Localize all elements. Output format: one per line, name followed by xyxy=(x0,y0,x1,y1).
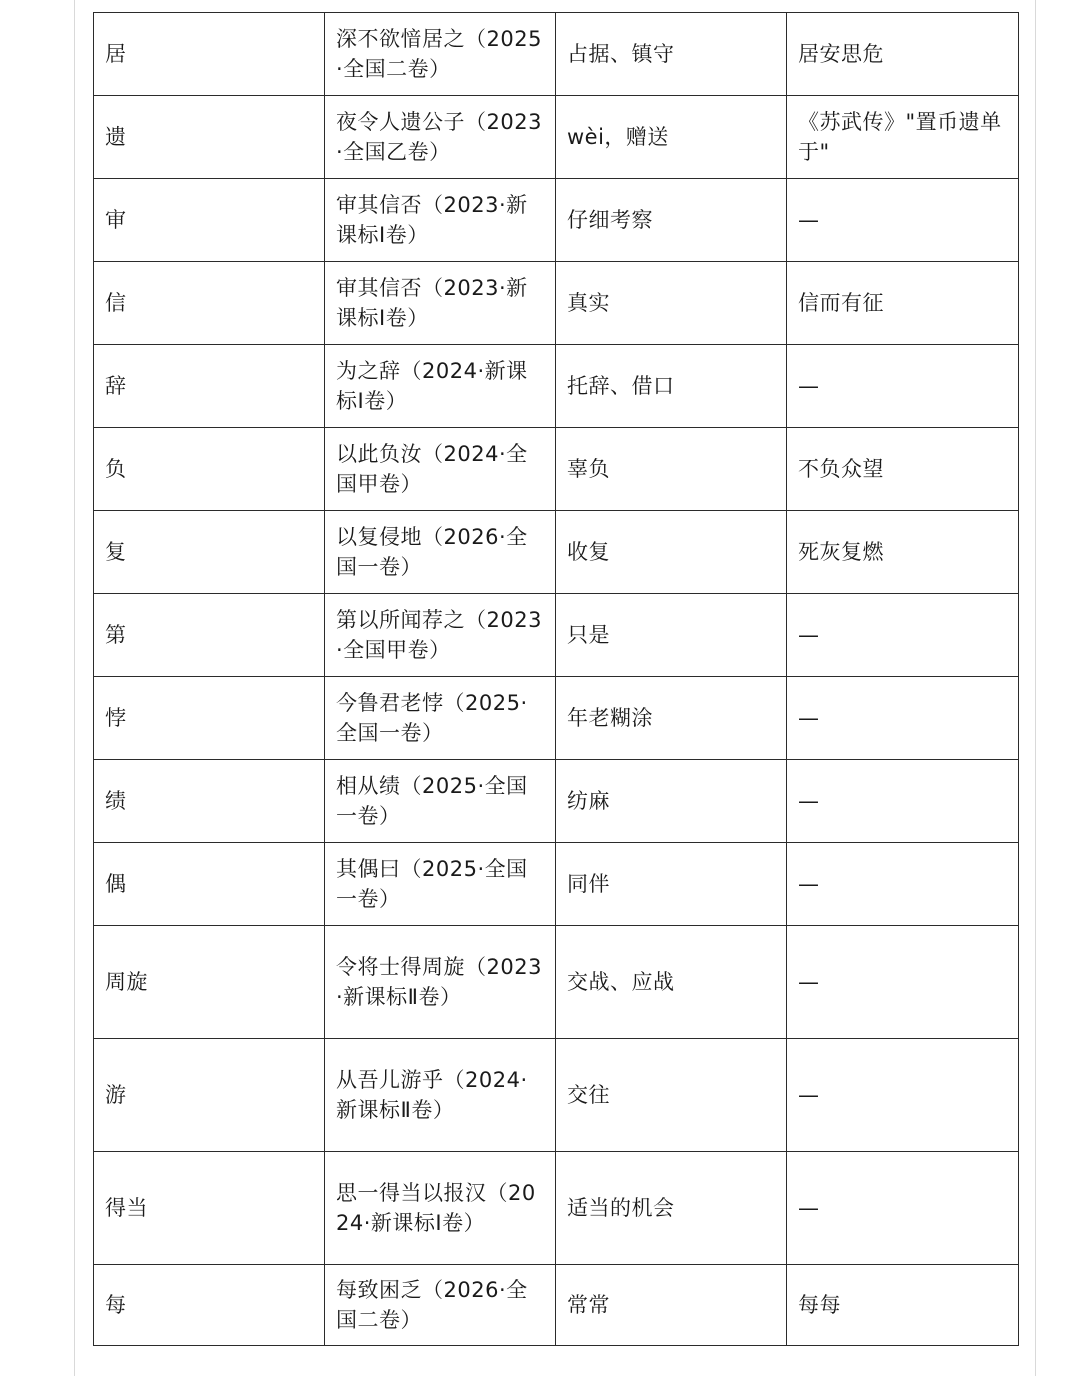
word-cell: 悖 xyxy=(94,677,325,760)
idiom-cell: — xyxy=(787,1152,1019,1265)
word-cell: 第 xyxy=(94,594,325,677)
table-row xyxy=(94,179,1019,262)
idiom-cell: 信而有征 xyxy=(787,262,1019,345)
meaning-cell: wèi，赠送 xyxy=(556,96,787,179)
source-cell: 审其信否（2023·新课标Ⅰ卷） xyxy=(325,262,556,345)
idiom-cell: — xyxy=(787,594,1019,677)
word-cell: 绩 xyxy=(94,760,325,843)
word-cell: 每 xyxy=(94,1265,325,1346)
source-cell: 为之辞（2024·新课标Ⅰ卷） xyxy=(325,345,556,428)
source-cell: 夜令人遗公子（2023·全国乙卷） xyxy=(325,96,556,179)
source-cell: 思一得当以报汉（2024·新课标Ⅰ卷） xyxy=(325,1152,556,1265)
word-cell: 周旋 xyxy=(94,926,325,1039)
meaning-cell: 同伴 xyxy=(556,843,787,926)
table-row xyxy=(94,13,1019,96)
page-edge-left xyxy=(74,0,75,1376)
idiom-cell: — xyxy=(787,345,1019,428)
source-cell: 审其信否（2023·新课标Ⅰ卷） xyxy=(325,179,556,262)
table-row xyxy=(94,594,1019,677)
meaning-cell: 纺麻 xyxy=(556,760,787,843)
table-row xyxy=(94,345,1019,428)
table-row xyxy=(94,1039,1019,1152)
table-row xyxy=(94,843,1019,926)
idiom-cell: 不负众望 xyxy=(787,428,1019,511)
source-cell: 其偶曰（2025·全国一卷） xyxy=(325,843,556,926)
idiom-cell: 死灰复燃 xyxy=(787,511,1019,594)
word-cell: 信 xyxy=(94,262,325,345)
table-row xyxy=(94,677,1019,760)
meaning-cell: 只是 xyxy=(556,594,787,677)
table-row xyxy=(94,1265,1019,1346)
idiom-cell: 《苏武传》"置币遗单于" xyxy=(787,96,1019,179)
meaning-cell: 交战、应战 xyxy=(556,926,787,1039)
source-cell: 以复侵地（2026·全国一卷） xyxy=(325,511,556,594)
source-cell: 令将士得周旋（2023·新课标Ⅱ卷） xyxy=(325,926,556,1039)
meaning-cell: 托辞、借口 xyxy=(556,345,787,428)
word-cell: 居 xyxy=(94,13,325,96)
word-cell: 游 xyxy=(94,1039,325,1152)
idiom-cell: — xyxy=(787,677,1019,760)
word-cell: 得当 xyxy=(94,1152,325,1265)
idiom-cell: 每每 xyxy=(787,1265,1019,1346)
idiom-cell: — xyxy=(787,926,1019,1039)
source-cell: 每致困乏（2026·全国二卷） xyxy=(325,1265,556,1346)
table-row xyxy=(94,760,1019,843)
word-cell: 遗 xyxy=(94,96,325,179)
source-cell: 从吾儿游乎（2024·新课标Ⅱ卷） xyxy=(325,1039,556,1152)
meaning-cell: 真实 xyxy=(556,262,787,345)
meaning-cell: 交往 xyxy=(556,1039,787,1152)
idiom-cell: 居安思危 xyxy=(787,13,1019,96)
meaning-cell: 辜负 xyxy=(556,428,787,511)
word-cell: 负 xyxy=(94,428,325,511)
word-cell: 复 xyxy=(94,511,325,594)
vocabulary-table xyxy=(93,12,1019,1346)
source-cell: 深不欲愔居之（2025·全国二卷） xyxy=(325,13,556,96)
source-cell: 第以所闻荐之（2023·全国甲卷） xyxy=(325,594,556,677)
table-row xyxy=(94,511,1019,594)
source-cell: 以此负汝（2024·全国甲卷） xyxy=(325,428,556,511)
word-cell: 审 xyxy=(94,179,325,262)
source-cell: 今鲁君老悖（2025·全国一卷） xyxy=(325,677,556,760)
meaning-cell: 收复 xyxy=(556,511,787,594)
page-edge-right xyxy=(1035,0,1036,1376)
table-row xyxy=(94,262,1019,345)
idiom-cell: — xyxy=(787,1039,1019,1152)
meaning-cell: 年老糊涂 xyxy=(556,677,787,760)
vocabulary-table-body xyxy=(94,13,1019,1346)
idiom-cell: — xyxy=(787,843,1019,926)
meaning-cell: 常常 xyxy=(556,1265,787,1346)
table-row xyxy=(94,926,1019,1039)
word-cell: 偶 xyxy=(94,843,325,926)
meaning-cell: 仔细考察 xyxy=(556,179,787,262)
table-row xyxy=(94,96,1019,179)
table-row xyxy=(94,428,1019,511)
meaning-cell: 占据、镇守 xyxy=(556,13,787,96)
idiom-cell: — xyxy=(787,179,1019,262)
word-cell: 辞 xyxy=(94,345,325,428)
source-cell: 相从绩（2025·全国一卷） xyxy=(325,760,556,843)
meaning-cell: 适当的机会 xyxy=(556,1152,787,1265)
idiom-cell: — xyxy=(787,760,1019,843)
table-row xyxy=(94,1152,1019,1265)
